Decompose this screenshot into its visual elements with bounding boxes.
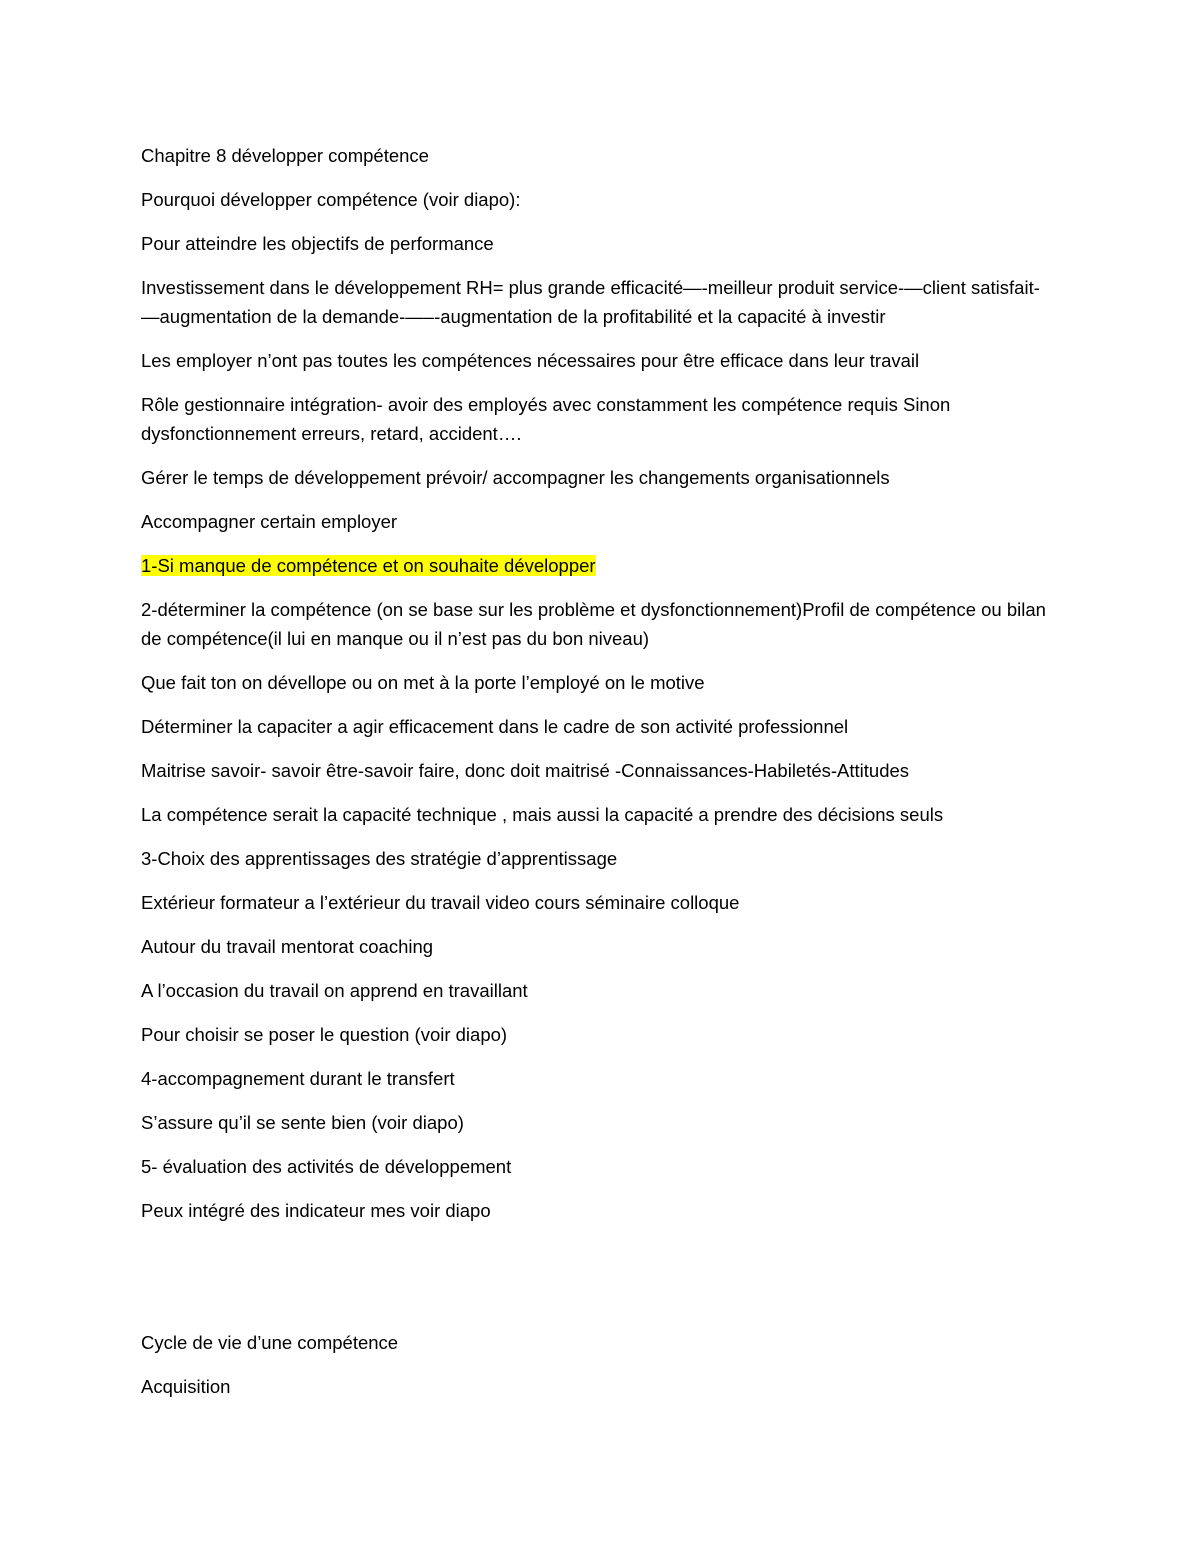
doc-title: Chapitre 8 développer compétence	[141, 145, 429, 166]
doc-paragraph: A l’occasion du travail on apprend en travaillant	[141, 980, 528, 1001]
doc-paragraph: Gérer le temps de développement prévoir/ accompagner les changements organisationnels	[141, 467, 890, 488]
doc-paragraph: Que fait ton on dévellope ou on met à la porte l’employé on le motive	[141, 672, 705, 693]
doc-paragraph: 4-accompagnement durant le transfert	[141, 1068, 455, 1089]
doc-paragraph: 3-Choix des apprentissages des stratégie d’apprentissage	[141, 848, 618, 869]
doc-paragraph: Cycle de vie d’une compétence	[141, 1332, 399, 1353]
doc-paragraph: Les employer n’ont pas toutes les compétences nécessaires pour être efficace dans leur travail	[141, 350, 920, 371]
document-body	[141, 141, 1051, 1416]
doc-paragraph: Déterminer la capaciter a agir efficacement dans le cadre de son activité professionnel	[141, 716, 849, 737]
doc-paragraph: Pourquoi développer compétence (voir diapo):	[141, 189, 521, 210]
doc-paragraph: Investissement dans le développement RH= plus grande efficacité—-meilleur produit service-—client satisfait-—augmentation de la demande-—–-augmentation de la profitabilité et la capacité à investir	[141, 277, 1040, 327]
doc-paragraph: Accompagner certain employer	[141, 511, 398, 532]
doc-paragraph: Rôle gestionnaire intégration- avoir des employés avec constamment les compétence requis Sinon dysfonctionnement erreurs, retard, accident….	[141, 394, 951, 444]
doc-paragraph: Autour du travail mentorat coaching	[141, 936, 434, 957]
doc-paragraph-highlighted	[141, 551, 1051, 580]
doc-paragraph: Extérieur formateur a l’extérieur du travail video cours séminaire colloque	[141, 892, 740, 913]
doc-paragraph: 5- évaluation des activités de développement	[141, 1156, 512, 1177]
doc-paragraph: Acquisition	[141, 1376, 231, 1397]
blank-lines	[141, 1240, 1051, 1328]
doc-paragraph: Pour choisir se poser le question (voir diapo)	[141, 1024, 508, 1045]
doc-paragraph: 2-déterminer la compétence (on se base sur les problème et dysfonctionnement)Profil de compétence ou bilan de compétence(il lui en manque ou il n’est pas du bon niveau)	[141, 599, 1046, 649]
doc-paragraph: Pour atteindre les objectifs de performance	[141, 233, 494, 254]
highlighted-text: 1-Si manque de compétence et on souhaite développer	[141, 555, 596, 576]
doc-paragraph: S’assure qu’il se sente bien (voir diapo)	[141, 1112, 464, 1133]
doc-paragraph: Maitrise savoir- savoir être-savoir faire, donc doit maitrisé -Connaissances-Habiletés-Attitudes	[141, 760, 910, 781]
doc-paragraph: La compétence serait la capacité technique , mais aussi la capacité a prendre des décisions seuls	[141, 804, 944, 825]
doc-paragraph: Peux intégré des indicateur mes voir diapo	[141, 1200, 491, 1221]
